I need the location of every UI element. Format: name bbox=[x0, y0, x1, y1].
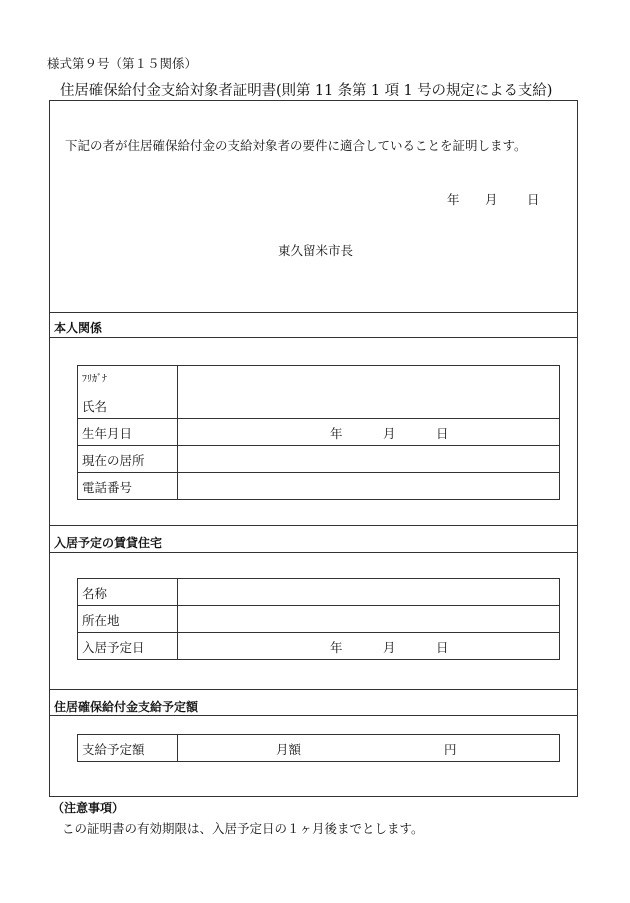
amount-field[interactable] bbox=[178, 735, 560, 762]
table-row bbox=[78, 446, 560, 473]
birth-label: 生年月日 bbox=[78, 419, 178, 446]
monthly-label: 月額 bbox=[276, 742, 302, 757]
table-row bbox=[78, 366, 560, 419]
cert-date-year[interactable]: 年 bbox=[447, 192, 460, 207]
payment-table bbox=[77, 734, 560, 762]
phone-label: 電話番号 bbox=[78, 473, 178, 500]
section-heading-person: 本人関係 bbox=[54, 321, 103, 335]
birth-field[interactable] bbox=[178, 419, 560, 446]
birth-month: 月 bbox=[383, 426, 396, 441]
certification-statement: 下記の者が住居確保給付金の支給対象者の要件に適合していることを証明します。 bbox=[65, 138, 527, 153]
phone-field[interactable] bbox=[178, 473, 560, 500]
movein-field[interactable] bbox=[178, 633, 560, 660]
form-code: 様式第９号（第１５関係） bbox=[47, 56, 198, 71]
table-row bbox=[78, 419, 560, 446]
divider bbox=[50, 312, 577, 313]
address-field[interactable] bbox=[178, 446, 560, 473]
furigana-label: ﾌﾘｶﾞﾅ bbox=[82, 374, 107, 385]
name-field[interactable] bbox=[178, 366, 560, 419]
form-frame bbox=[49, 100, 578, 797]
housing-name-label: 名称 bbox=[78, 579, 178, 606]
movein-day: 日 bbox=[436, 640, 449, 655]
table-row bbox=[78, 473, 560, 500]
table-row bbox=[78, 633, 560, 660]
birth-year: 年 bbox=[330, 426, 343, 441]
housing-name-field[interactable] bbox=[178, 579, 560, 606]
issuer-name: 東久留米市長 bbox=[278, 243, 354, 258]
notes-heading: （注意事項） bbox=[52, 801, 125, 815]
cert-date-day[interactable]: 日 bbox=[527, 192, 540, 207]
address-label: 現在の居所 bbox=[78, 446, 178, 473]
divider bbox=[50, 715, 577, 716]
table-row bbox=[78, 579, 560, 606]
section-heading-payment: 住居確保給付金支給予定額 bbox=[54, 700, 199, 714]
divider bbox=[50, 552, 577, 553]
cert-date-month[interactable]: 月 bbox=[485, 192, 498, 207]
housing-table bbox=[77, 578, 560, 660]
table-row bbox=[78, 606, 560, 633]
divider bbox=[50, 337, 577, 338]
notes-text: この証明書の有効期限は、入居予定日の１ヶ月後までとします。 bbox=[62, 821, 424, 836]
movein-year: 年 bbox=[330, 640, 343, 655]
movein-month: 月 bbox=[383, 640, 396, 655]
movein-label: 入居予定日 bbox=[78, 633, 178, 660]
person-table bbox=[77, 365, 560, 500]
location-label: 所在地 bbox=[78, 606, 178, 633]
document-title: 住居確保給付金支給対象者証明書(則第 11 条第 1 項 1 号の規定による支給) bbox=[60, 83, 553, 99]
section-heading-housing: 入居予定の賃貸住宅 bbox=[54, 536, 163, 550]
yen-label: 円 bbox=[444, 742, 457, 757]
name-label-cell bbox=[78, 366, 178, 419]
table-row bbox=[78, 735, 560, 762]
location-field[interactable] bbox=[178, 606, 560, 633]
divider bbox=[50, 689, 577, 690]
amount-label: 支給予定額 bbox=[78, 735, 178, 762]
birth-day: 日 bbox=[436, 426, 449, 441]
name-label: 氏名 bbox=[82, 399, 108, 414]
divider bbox=[50, 525, 577, 526]
